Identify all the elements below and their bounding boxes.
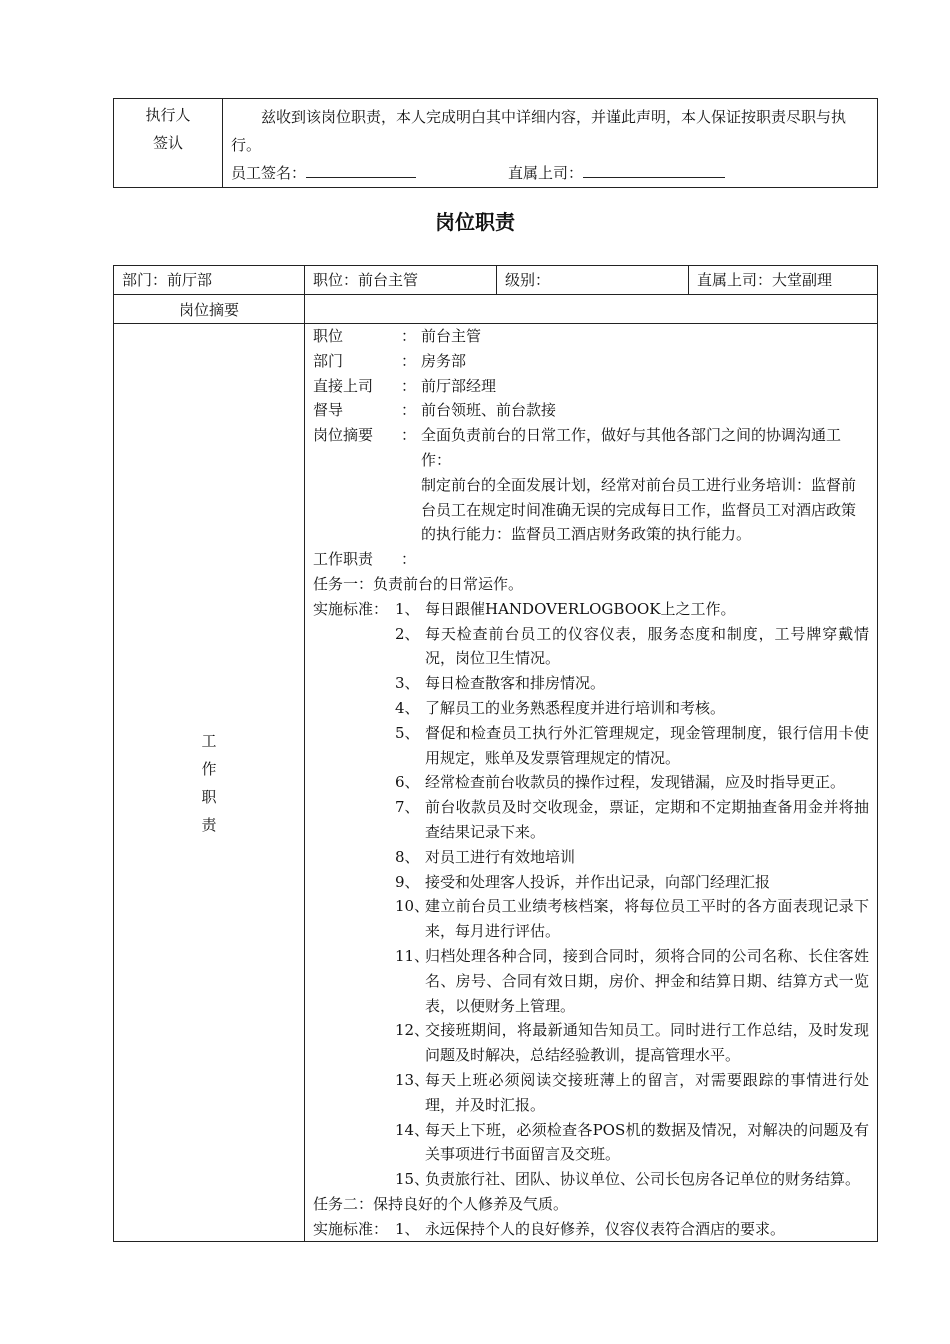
info-row: 直接上司 ： 前厅部经理: [313, 376, 497, 395]
task1-heading: 任务一：负责前台的日常运作。: [313, 574, 524, 593]
supervisor-sign-label: 直属上司：: [508, 164, 584, 182]
duties-side-label: [114, 324, 305, 1242]
signature-statement: 兹收到该岗位职责，本人完成明白其中详细内容，并谨此声明，本人保证按职责尽职与执行。: [231, 108, 847, 154]
list-item: 3、 每日检查散客和排房情况。: [395, 674, 606, 693]
signature-text-cell: [223, 99, 878, 188]
duties-content: [305, 324, 878, 1242]
list-item: 9、 接受和处理客人投诉，并作出记录，向部门经理汇报: [395, 872, 771, 891]
list-item: 10、 建立前台员工业绩考核档案，将每位员工平时的各方面表现记录下来，每月进行评估。: [395, 897, 869, 941]
summary-label: 岗位摘要: [114, 295, 305, 324]
employee-sign-line[interactable]: [306, 159, 416, 178]
list-item: 8、 对员工进行有效地培训: [395, 847, 576, 866]
signature-label-line2: 签认: [152, 134, 183, 152]
supervisor-sign-line[interactable]: [583, 159, 725, 178]
duty-table: [113, 265, 878, 1242]
task2-heading: 任务二：保持良好的个人修养及气质。: [313, 1194, 569, 1213]
page-title: 岗位职责: [435, 210, 515, 234]
list-item: 15、 负责旅行社、团队、协议单位、公司长包房各记单位的财务结算。: [395, 1170, 861, 1189]
list-item: 7、 前台收款员及时交收现金，票证，定期和不定期抽查备用金并将抽查结果记录下来。: [395, 798, 869, 841]
signature-label-cell: [114, 99, 223, 188]
header-dept: 部门：前厅部: [114, 266, 305, 295]
header-position: 职位：前台主管: [305, 266, 497, 295]
signature-table: [113, 98, 878, 188]
side-char-4: 责: [201, 815, 217, 834]
task1-standard: 实施标准： 1、 每日跟催HANDOVERLOGBOOK上之工作。: [313, 599, 736, 618]
side-char-1: 工: [201, 731, 217, 750]
employee-sign-label: 员工签名：: [231, 164, 307, 182]
list-item: 11、 归档处理各种合同，接到合同时，须将合同的公司名称、长住客姓名、房号、合同有效日期，房价、押金和结算日期、结算方式一览表，以便财务上管理。: [395, 946, 869, 1015]
summary-cell: [305, 295, 878, 324]
signature-lines: [231, 159, 869, 187]
info-row: 督导 ： 前台领班、前台款接: [313, 401, 557, 420]
list-item: 12、 交接班期间，将最新通知告知员工。同时进行工作总结，及时发现问题及时解决，总结经验教训，提高管理水平。: [395, 1021, 869, 1065]
info-row: 职位 ： 前台主管: [313, 327, 482, 345]
list-item: 5、 督促和检查员工执行外汇管理规定，现金管理制度，银行信用卡使用规定，账单及发票管理规定的情况。: [395, 723, 869, 767]
summary-lines: 制定前台的全面发展计划，经常对前台员工进行业务培训：监督前 台员工在规定时间准确无误的完成每日工作，监督员工对酒店政策 的执行能力：监督员工酒店财务政策的执行能力。: [421, 475, 857, 544]
list-item: 6、 经常检查前台收款员的操作过程，发现错漏，应及时指导更正。: [395, 773, 846, 792]
list-item: 2、 每天检查前台员工的仪容仪表，服务态度和制度，工号牌穿戴情况，岗位卫生情况。: [395, 624, 869, 668]
duties-heading: 工作职责 ：: [313, 550, 417, 569]
task2-standard: 实施标准： 1、 永远保持个人的良好修养，仪容仪表符合酒店的要求。: [313, 1219, 786, 1238]
header-level: 级别：: [497, 266, 689, 295]
list-item: 13、 每天上班必须阅读交接班薄上的留言，对需要跟踪的事情进行处理，并及时汇报。: [395, 1070, 869, 1114]
info-row: 岗位摘要 ： 全面负责前台的日常工作，做好与其他各部门之间的协调沟通工作：: [313, 426, 842, 469]
list-item: 14、 每天上下班，必须检查各POS机的数据及情况，对解决的问题及有关事项进行书面留言及交班。: [395, 1120, 869, 1164]
side-char-2: 作: [201, 759, 217, 778]
list-item: 4、 了解员工的业务熟悉程度并进行培训和考核。: [395, 698, 726, 717]
side-char-3: 职: [201, 787, 217, 806]
header-supervisor: 直属上司：大堂副理: [689, 266, 878, 295]
info-row: 部门 ： 房务部: [313, 351, 467, 370]
signature-label-line1: 执行人: [145, 106, 191, 124]
